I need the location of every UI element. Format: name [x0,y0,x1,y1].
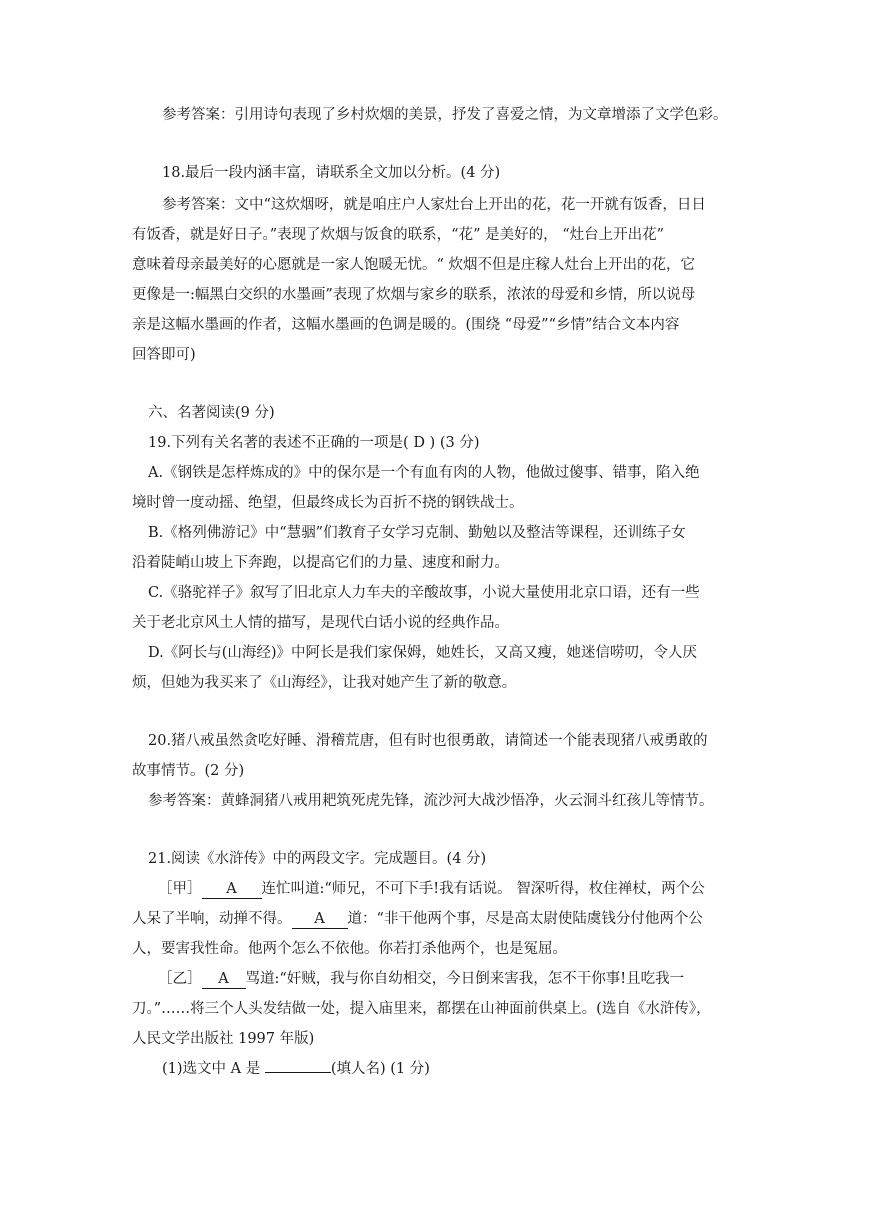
q19-option-line: 沿着陡峭山坡上下奔跑，以提高它们的力量、速度和耐力。 [132,555,509,571]
q19-option-line: B.《格列佛游记》中“慧骃”们教育子女学习克制、勤勉以及整洁等课程，还训练子女 [148,525,686,541]
passage-text: 骂道:“奸贼，我与你自幼相交，今日倒来害我，怎不干你事!且吃我一 [245,971,685,987]
passage-yi-line [158,969,684,989]
q19-option-line: A.《钢铁是怎样炼成的》中的保尔是一个有血有肉的人物，他做过傻事、错事，陷入绝 [148,465,700,481]
passage-yi-label: ［乙］ [158,971,202,987]
passage-text: 人呆了半响，动掸不得。 [132,911,292,927]
q18-question: 18.最后一段内涵丰富，请联系全文加以分析。(4 分) [162,165,501,181]
section-heading: 六、名著阅读(9 分) [148,405,275,421]
passage-yi-line: 人民文学出版社 1997 年版) [132,1031,315,1047]
q21-sub-question [162,1059,430,1079]
q18-answer-line: 更像是一:幅黑白交织的水墨画”表现了炊烟与家乡的联系，浓浓的母爱和乡情，所以说母 [132,287,696,303]
q18-answer-line: 回答即可) [132,347,196,363]
answer-blank: A [202,880,262,899]
q20-answer: 参考答案：黄蜂洞猪八戒用耙筑死虎先锋，流沙河大战沙悟净，火云洞斗红孩儿等情节。 [148,793,714,809]
answer-blank: A [202,970,246,989]
passage-jia-line [132,909,703,929]
sub-question-text: (1)选文中 A 是 [162,1061,265,1077]
q18-answer-line: 亲是这幅水墨画的作者，这幅水墨画的色调是暖的。(围绕 “母爱”“乡情”结合文本内容 [132,317,680,333]
q19-option-line: 烦，但她为我买来了《山海经》，让我对她产生了新的敬意。 [132,675,517,691]
q19-question: 19.下列有关名著的表述不正确的一项是( D ) (3 分) [148,435,480,451]
q19-option-line: 关于老北京风土人情的描写，是现代白话小说的经典作品。 [132,615,509,631]
q19-option-line: 境时曾一度动摇、绝望，但最终成长为百折不挠的钢铁战士。 [132,495,524,511]
passage-text: 连忙叫道:“师兄，不可下手!我有话说。 智深听得，枚住禅杖，两个公 [261,881,705,897]
passage-jia-label: ［甲］ [158,881,202,897]
answer-blank: A [292,910,348,929]
q18-answer-line: 意味着母亲最美好的心愿就是一家人饱暖无忧。“ 炊烟不但是庄稼人灶台上开出的花，它 [132,257,696,273]
q18-answer-line: 有饭香，就是好日子。”表现了炊烟与饭食的联系，“花” 是美好的， “灶台上开出花” [132,227,665,243]
q20-question-line: 故事情节。(2 分) [132,763,245,779]
q17-answer: 参考答案：引用诗句表现了乡村炊烟的美景，抒发了喜爱之情，为文章增添了文学色彩。 [162,107,728,123]
passage-yi-line: 刀。”……将三个人头发结做一处，提入庙里来，都摆在山神面前供桌上。(选自《水浒传》， [132,1001,711,1017]
q20-question-line: 20.猪八戒虽然贪吃好睡、滑稽荒唐，但有时也很勇敢，请简述一个能表现猪八戒勇敢的 [148,733,708,749]
fill-blank [265,1072,331,1073]
q19-option-line: C.《骆驼祥子》叙写了旧北京人力车夫的辛酸故事，小说大量使用北京口语，还有一些 [148,585,700,601]
q21-question: 21.阅读《水浒传》中的两段文字。完成题目。(4 分) [148,851,487,867]
passage-jia-line: 人，要害我性命。他两个怎么不依他。你若打杀他两个，也是冤屈。 [132,941,567,957]
sub-question-text: (填人名) (1 分) [330,1061,430,1077]
q18-answer-line: 参考答案：文中“这炊烟呀，就是咱庄户人家灶台上开出的花，花一开就有饭香，日日 [162,197,706,213]
q19-option-line: D.《阿长与(山海经)》中阿长是我们家保姆，她姓长，又高又瘦，她迷信唠叨，令人厌 [148,645,698,661]
passage-text: 道：“非干他两个事，尽是高太尉使陆虞钱分付他两个公 [347,911,703,927]
passage-jia-line [158,879,705,899]
